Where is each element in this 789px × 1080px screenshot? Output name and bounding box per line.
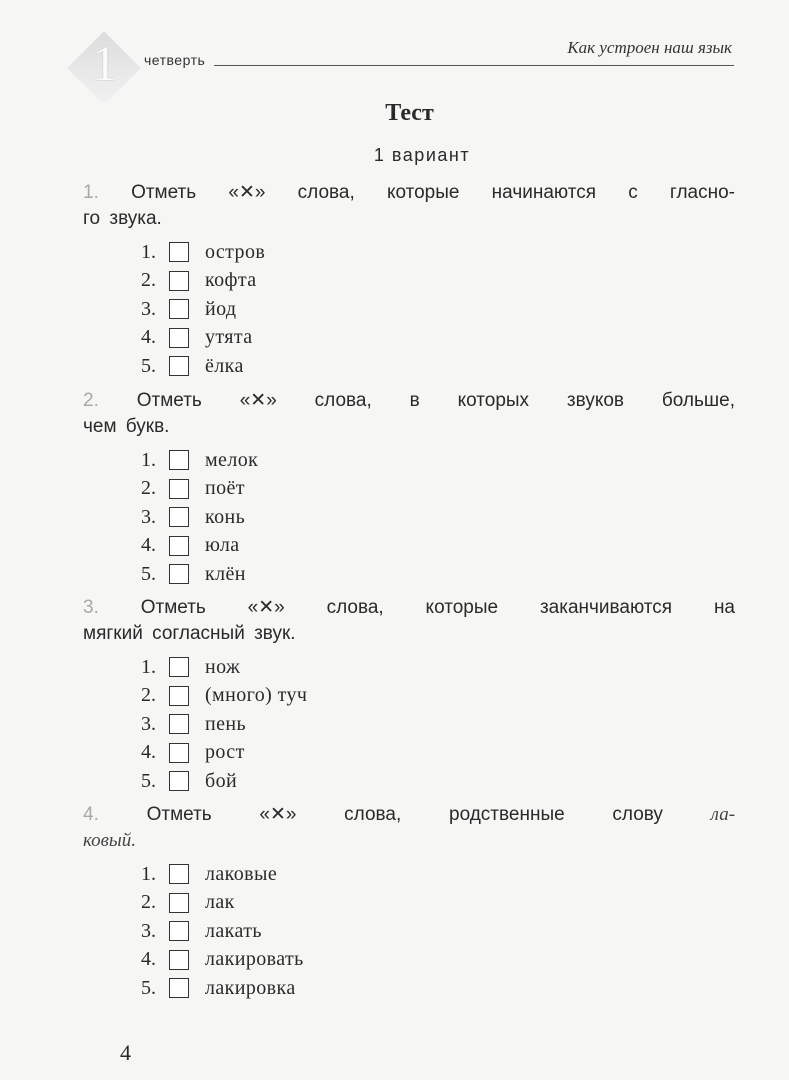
option-number: 3. [141,505,156,528]
option-word: нож [205,655,241,678]
option-number: 1. [141,448,156,471]
answer-option [141,889,735,918]
question-1 [83,180,735,381]
option-word: утята [205,326,253,349]
page-number: 4 [120,1040,131,1065]
answer-list [83,860,735,1003]
variant-label: 1 вариант [373,145,471,165]
option-number: 2. [141,477,156,500]
answer-checkbox[interactable] [169,864,189,884]
option-number: 2. [141,891,156,914]
question-number: 2. [83,390,99,411]
answer-option [141,917,735,946]
italic-word-part: ла- [710,804,736,825]
answer-option [141,532,735,561]
question-2 [83,388,735,589]
option-word: бой [205,769,238,792]
option-word: мелок [205,448,259,471]
answer-option [141,653,735,682]
option-number: 5. [141,976,156,999]
option-word: лакать [205,919,262,942]
option-number: 1. [141,240,156,263]
answer-checkbox[interactable] [169,479,189,499]
question-text-line1: 4. Отметь «✕» слова, родственные слову ла- [83,804,736,825]
option-number: 3. [141,712,156,735]
option-number: 1. [141,862,156,885]
option-word: йод [205,297,237,320]
option-word: конь [205,505,246,528]
option-number: 4. [141,534,156,557]
answer-list [83,653,735,796]
option-number: 5. [141,354,156,377]
page-header [78,34,738,94]
option-number: 4. [141,948,156,971]
answer-checkbox[interactable] [169,714,189,734]
answer-option [141,974,735,1003]
answer-checkbox[interactable] [169,771,189,791]
answer-checkbox[interactable] [169,507,189,527]
option-word: (много) туч [205,684,308,707]
answer-option [141,560,735,589]
answer-checkbox[interactable] [169,893,189,913]
option-number: 1. [141,655,156,678]
answer-checkbox[interactable] [169,686,189,706]
answer-option [141,352,735,381]
question-text-line2: ковый. [83,830,137,851]
quarter-number: 1 [92,35,117,91]
answer-option [141,767,735,796]
answer-option [141,267,735,296]
answer-checkbox[interactable] [169,299,189,319]
answer-checkbox[interactable] [169,978,189,998]
answer-checkbox[interactable] [169,356,189,376]
question-text-line2: го звука. [83,208,162,229]
answer-option [141,946,735,975]
option-number: 5. [141,562,156,585]
answer-checkbox[interactable] [169,536,189,556]
option-word: остров [205,240,266,263]
answer-checkbox[interactable] [169,921,189,941]
answer-checkbox[interactable] [169,328,189,348]
question-number: 3. [83,597,99,618]
option-word: кофта [205,269,257,292]
answer-option [141,710,735,739]
answer-option [141,860,735,889]
answer-checkbox[interactable] [169,450,189,470]
answer-checkbox[interactable] [169,564,189,584]
option-word: клён [205,562,246,585]
option-number: 5. [141,769,156,792]
answer-checkbox[interactable] [169,657,189,677]
question-number: 1. [83,182,99,203]
option-word: лакировка [205,976,296,999]
option-word: ёлка [205,354,244,377]
question-text-line1: 2. Отметь «✕» слова, в которых звуков больше, [83,390,735,411]
answer-option [141,682,735,711]
option-number: 4. [141,326,156,349]
quarter-label: четверть [144,52,206,68]
test-title: Тест [385,100,434,126]
answer-option [141,295,735,324]
option-word: лакировать [205,948,304,971]
answer-option [141,739,735,768]
answer-list [83,446,735,589]
option-word: поёт [205,477,245,500]
question-number: 4. [83,804,99,825]
option-word: пень [205,712,247,735]
option-number: 3. [141,919,156,942]
option-word: лак [205,891,235,914]
answer-list [83,238,735,381]
question-3 [83,595,735,796]
answer-option [141,324,735,353]
answer-checkbox[interactable] [169,950,189,970]
answer-option [141,238,735,267]
option-number: 4. [141,741,156,764]
answer-option [141,446,735,475]
option-word: лаковые [205,862,278,885]
answer-option [141,503,735,532]
option-word: рост [205,741,245,764]
header-rule [214,65,734,66]
option-number: 2. [141,684,156,707]
option-number: 3. [141,297,156,320]
section-title: Как устроен наш язык [561,38,732,58]
answer-checkbox[interactable] [169,242,189,262]
question-text-line1: 3. Отметь «✕» слова, которые заканчиваются на [83,597,736,618]
option-number: 2. [141,269,156,292]
answer-checkbox[interactable] [169,271,189,291]
option-word: юла [205,534,240,557]
question-text-line1: 1. Отметь «✕» слова, которые начинаются с гласно- [83,182,735,203]
answer-checkbox[interactable] [169,743,189,763]
answer-option [141,475,735,504]
question-text-line2: чем букв. [83,416,170,437]
question-4 [83,802,735,1003]
question-text-line2: мягкий согласный звук. [83,623,296,644]
